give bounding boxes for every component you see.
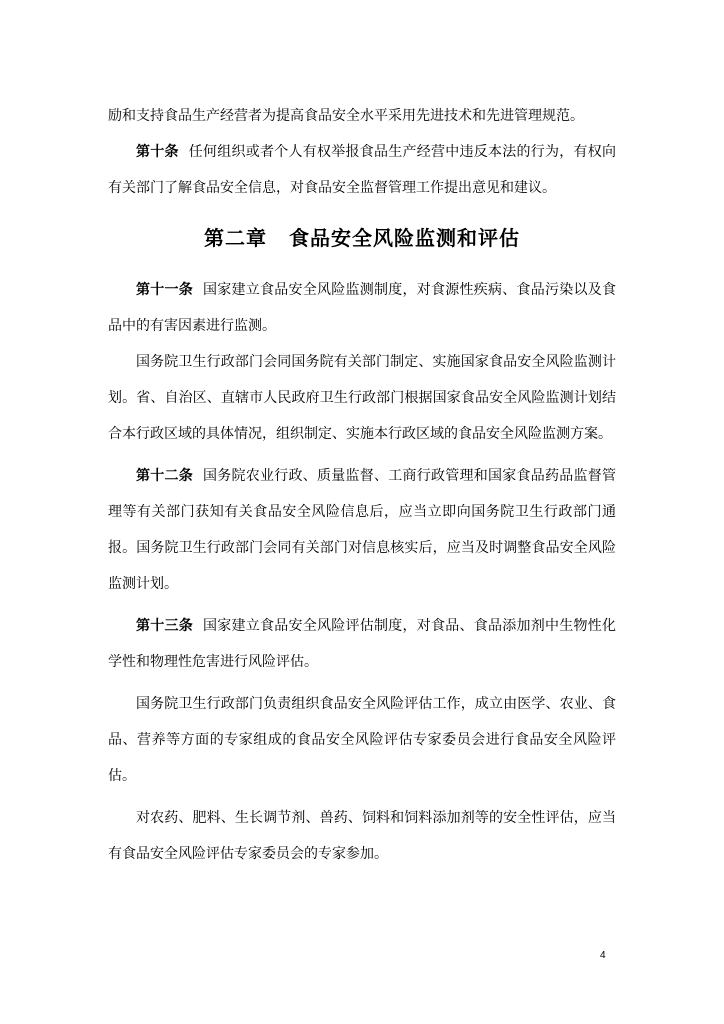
article-11-number: 第十一条 <box>136 282 193 298</box>
continuation-paragraph: 励和支持食品生产经营者为提高食品安全水平采用先进技术和先进管理规范。 <box>108 108 584 124</box>
article-12-number: 第十二条 <box>136 468 193 484</box>
article-11-paragraph-2: 国务院卫生行政部门会同国务院有关部门制定、实施国家食品安全风险监测计划。省、自治区、直辖市人民政府卫生行政部门根据国家食品安全风险监测计划结合本行政区域的具体情况，组织制定、实施本行政区域的食品安全风险监测方案。 <box>108 354 616 442</box>
article-10 <box>108 134 616 206</box>
page-number: 4 <box>600 950 606 961</box>
document-page <box>108 98 616 872</box>
chapter-title: 食品安全风险监测和评估 <box>289 226 520 250</box>
article-12 <box>108 458 616 602</box>
article-13-paragraph-2: 国务院卫生行政部门负责组织食品安全风险评估工作，成立由医学、农业、食品、营养等方面的专家组成的食品安全风险评估专家委员会进行食品安全风险评估。 <box>108 696 616 784</box>
article-13-number: 第十三条 <box>136 618 193 634</box>
article-10-text: 任何组织或者个人有权举报食品生产经营中违反本法的行为，有权向有关部门了解食品安全信息，对食品安全监督管理工作提出意见和建议。 <box>108 144 616 196</box>
article-10-number: 第十条 <box>136 144 179 160</box>
article-13-paragraph-3: 对农药、肥料、生长调节剂、兽药、饲料和饲料添加剂等的安全性评估，应当有食品安全风险评估专家委员会的专家参加。 <box>108 810 616 862</box>
article-11 <box>108 272 616 344</box>
article-11-text: 国家建立食品安全风险监测制度，对食源性疾病、食品污染以及食品中的有害因素进行监测。 <box>108 282 616 334</box>
chapter-number: 第二章 <box>204 226 267 250</box>
chapter-heading <box>108 224 616 252</box>
article-13-text: 国家建立食品安全风险评估制度，对食品、食品添加剂中生物性化学性和物理性危害进行风险评估。 <box>108 618 616 670</box>
article-12-text: 国务院农业行政、质量监督、工商行政管理和国家食品药品监督管理等有关部门获知有关食品安全风险信息后，应当立即向国务院卫生行政部门通报。国务院卫生行政部门会同有关部门对信息核实后，应当及时调整食品安全风险监测计划。 <box>108 468 616 592</box>
article-13 <box>108 608 616 680</box>
